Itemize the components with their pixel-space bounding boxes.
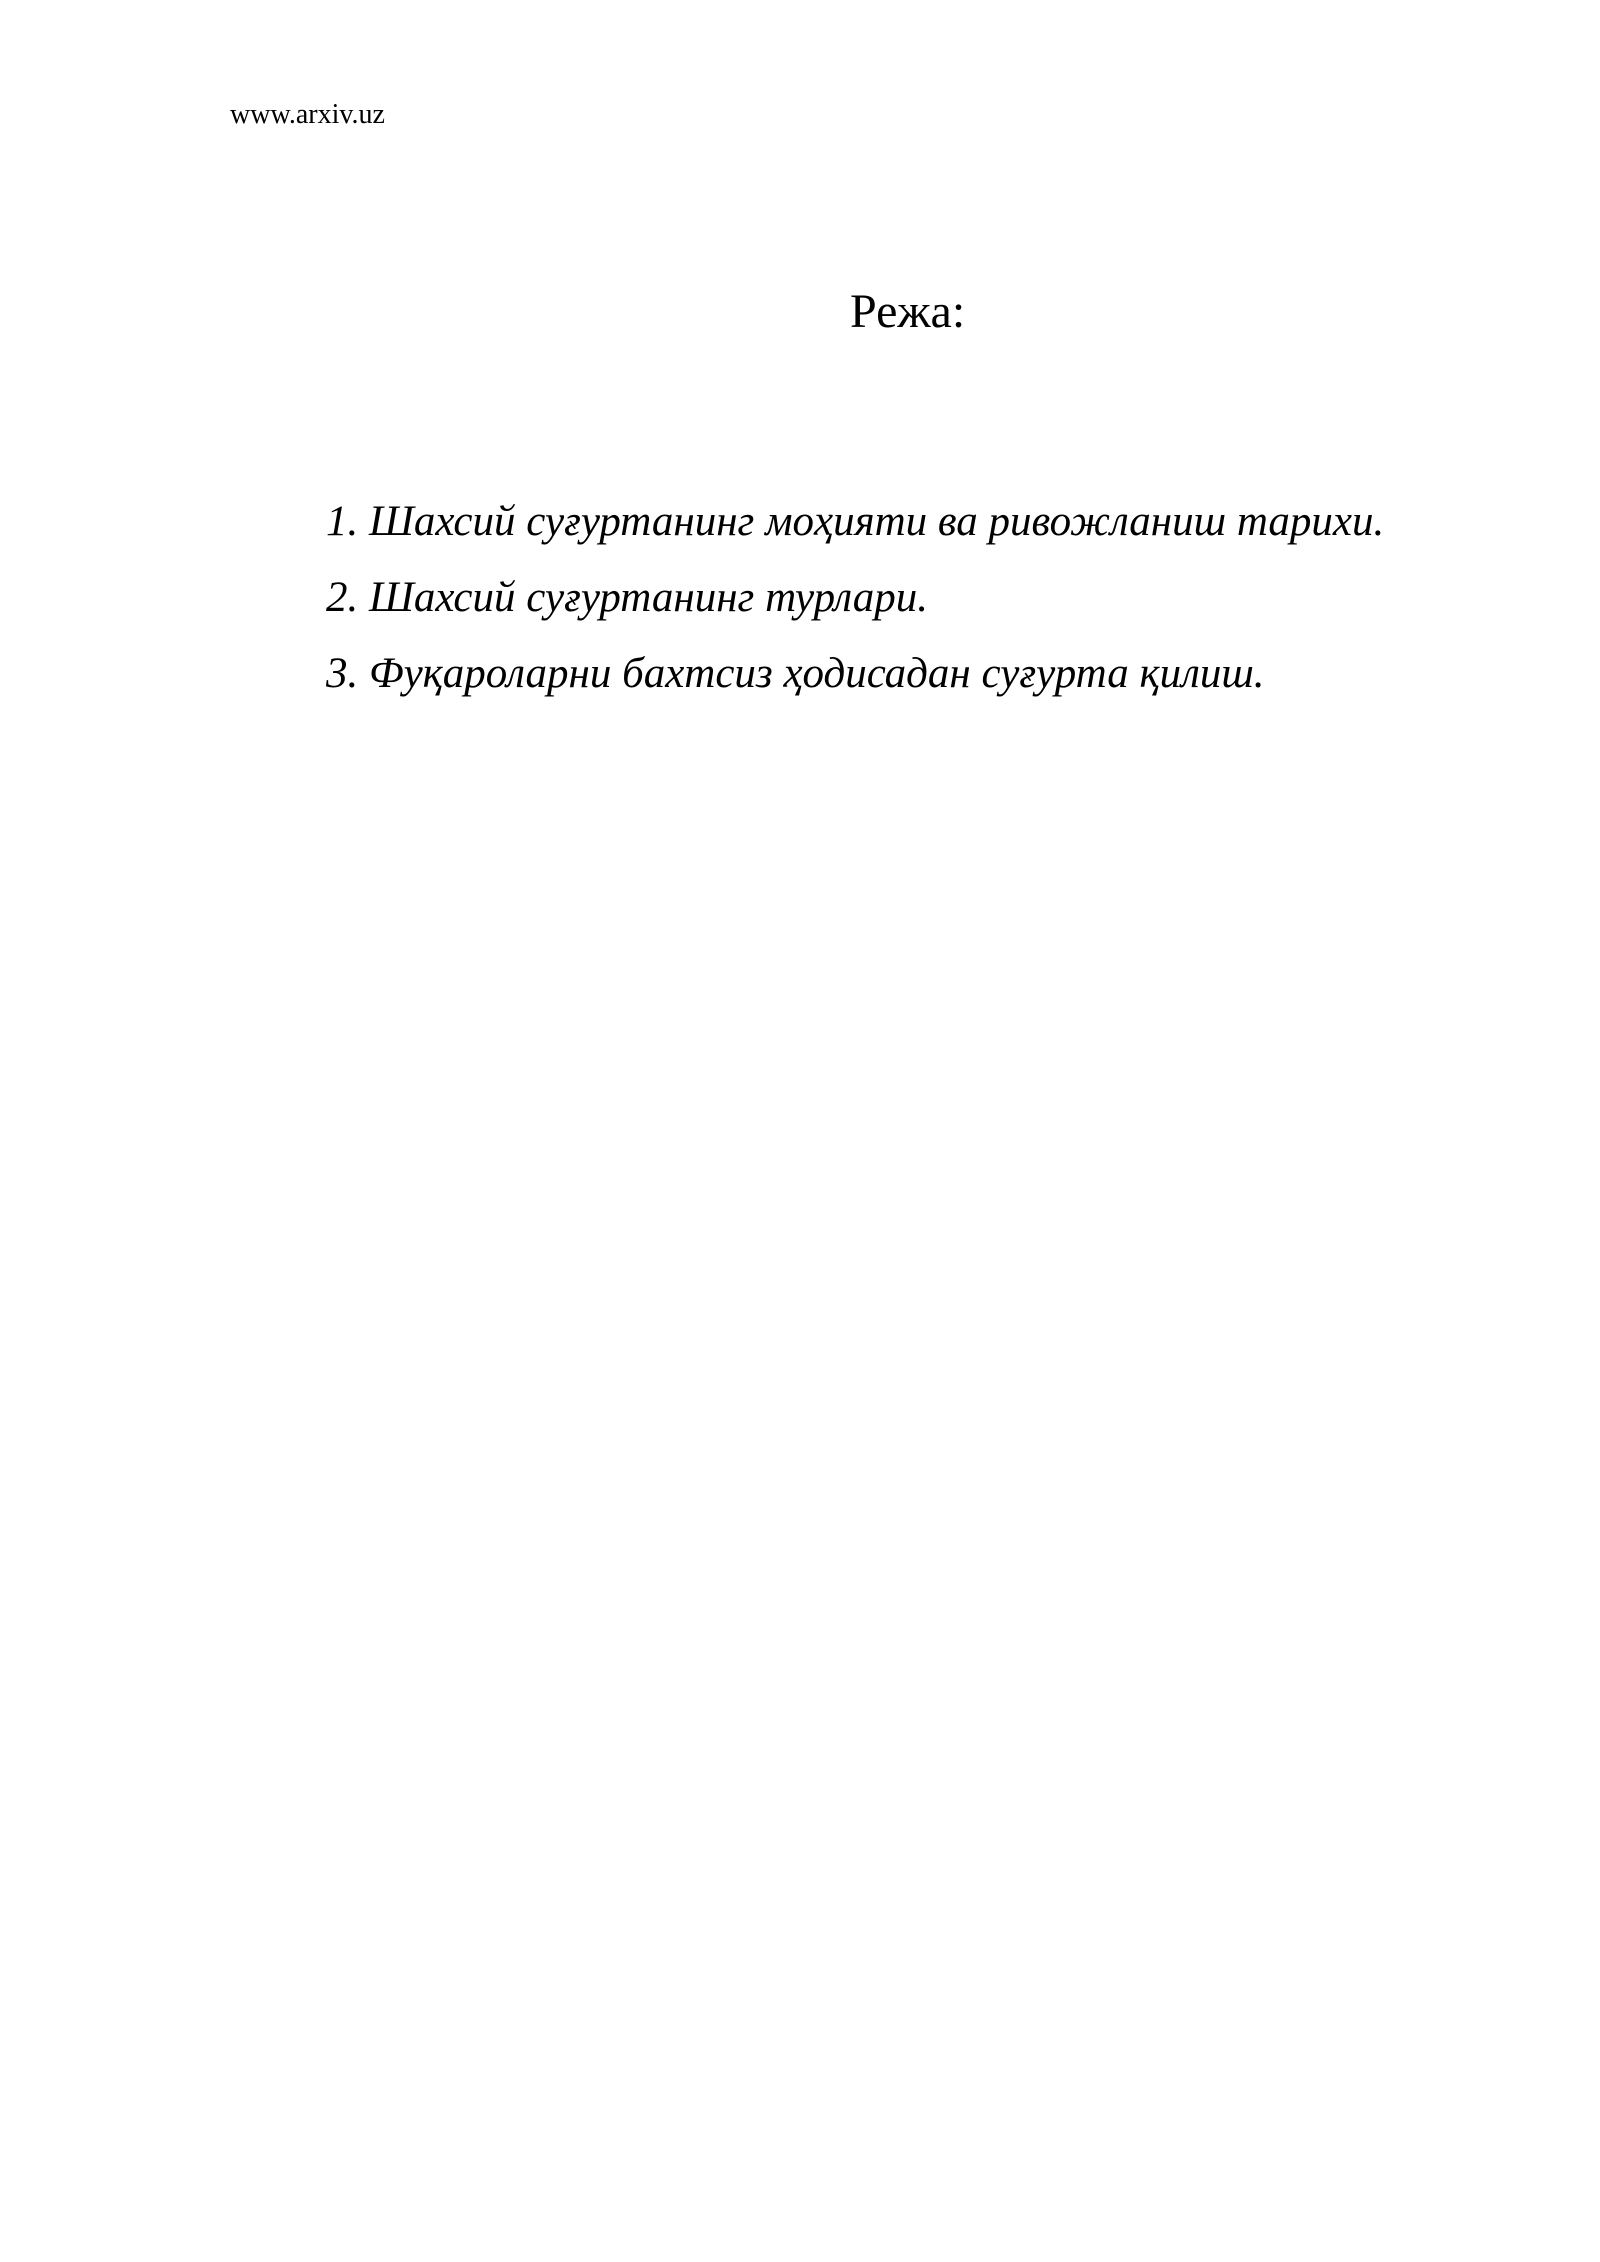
plan-item-1: 1. Шахсий суғуртанинг моҳияти ва ривожланиш тарихи. — [326, 498, 1385, 545]
plan-item-3: 3. Фуқароларни бахтсиз ҳодисадан суғурта қилиш. — [326, 650, 1265, 697]
plan-item-2: 2. Шахсий суғуртанинг турлари. — [326, 574, 928, 621]
header-site-url: www.arxiv.uz — [230, 99, 385, 130]
plan-title: Режа: — [850, 285, 966, 338]
plan-list — [326, 496, 1526, 724]
